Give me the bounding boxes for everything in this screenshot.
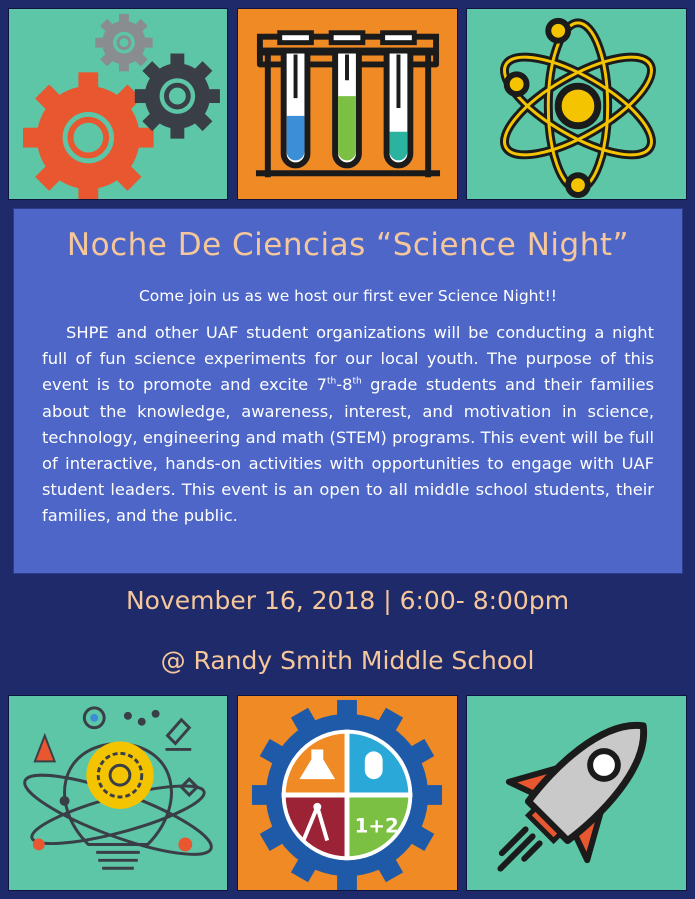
- gears-tile: [8, 8, 228, 200]
- atom-icon: [467, 9, 686, 199]
- stem-wheel-icon: [238, 696, 457, 890]
- stem-wheel-tile: [237, 695, 458, 891]
- stem-number-label: 1+2: [354, 814, 399, 838]
- test-tubes-tile: [237, 8, 458, 200]
- event-info-panel: [13, 208, 683, 574]
- event-subtitle: Come join us as we host our first ever Science Night!!: [138, 287, 557, 305]
- event-description: [42, 320, 654, 530]
- event-venue: @ Randy Smith Middle School: [160, 646, 535, 675]
- superscript-th-1: th: [326, 376, 337, 387]
- description-part-1: SHPE and other UAF student organizations will be conducting a night full of fun science experiments for our local youth. The purpose of this event is to promote and excite 7: [42, 323, 654, 395]
- rocket-tile: [466, 695, 687, 891]
- gears-icon: [9, 9, 227, 199]
- event-date-time: November 16, 2018 | 6:00- 8:00pm: [125, 586, 570, 615]
- description-part-2: -8: [336, 375, 353, 395]
- test-tubes-icon: [238, 9, 457, 199]
- event-title: Noche De Ciencias “Science Night”: [66, 227, 630, 263]
- atom-tile: [466, 8, 687, 200]
- lightbulb-tile: [8, 695, 228, 891]
- lightbulb-science-icon: [9, 696, 227, 890]
- rocket-icon: [467, 696, 686, 890]
- superscript-th-2: th: [352, 376, 362, 387]
- description-part-3: grade students and their families about the knowledge, awareness, interest, and motivation in science, technology, engineering and math (STEM) programs. This event will be full of interactive, hands-on activities with opportunities to engage with UAF student leaders. This event is an open to all middle school students, their families, and the public.: [42, 375, 654, 526]
